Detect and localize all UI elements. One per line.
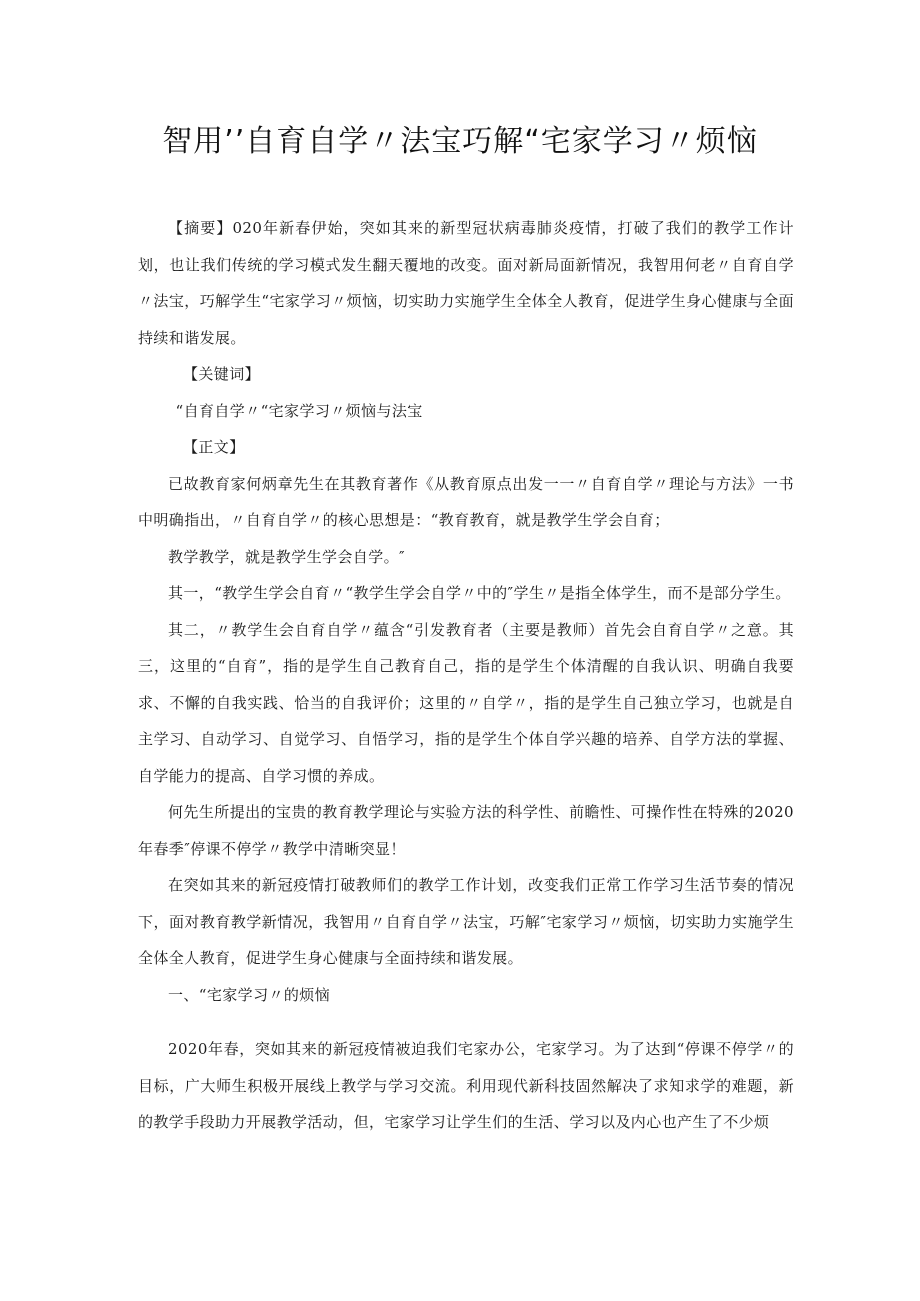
document-body (138, 210, 794, 1141)
keywords-text: “自育自学〃“宅家学习〃烦恼与法宝 (175, 401, 423, 420)
body-heading: 【正文】 (183, 438, 245, 456)
body-paragraph: 在突如其来的新冠疫情打破教师们的教学工作计划，改变我们正常工作学习生活节奏的情况下，面对教育教学新情况，我智用〃自育自学〃法宝，巧解″宅家学习〃烦恼，切实助力实施学生全体全人教育，促进学生身心健康与全面持续和谐发展。 (138, 876, 794, 967)
keywords-heading: 【关键词】 (183, 365, 261, 383)
body-paragraph: 何先生所提出的宝贵的教育教学理论与实验方法的科学性、前瞻性、可操作性在特殊的2020年春季″停课不停学〃教学中清晰突显！ (138, 803, 794, 858)
body-paragraph: 其一，“教学生学会自育〃“教学生学会自学〃中的″学生〃是指全体学生，而不是部分学生。 (168, 584, 791, 602)
section-heading: 一、“宅家学习〃的烦恼 (168, 985, 331, 1004)
section-paragraph: 2020年春，突如其来的新冠疫情被迫我们宅家办公，宅家学习。为了达到“停课不停学〃的目标，广大师生积极开展线上教学与学习交流。利用现代新科技固然解决了求知求学的难题，新的教学手段助力开展教学活动，但，宅家学习让学生们的生活、学习以及内心也产生了不少烦 (138, 1040, 794, 1131)
body-paragraph: 其二，〃教学生会自育自学〃蕴含“引发教育者（主要是教师）首先会自育自学〃之意。其三，这里的“自育”，指的是学生自己教育自己，指的是学生个体清醒的自我认识、明确自我要求、不懈的自我实践、恰当的自我评价；这里的〃自学〃，指的是学生自己独立学习，也就是自主学习、自动学习、自觉学习、自悟学习，指的是学生个体自学兴趣的培养、自学方法的掌握、自学能力的提高、自学习惯的养成。 (138, 620, 794, 785)
document-title: 智用’’自育自学〃法宝巧解“宅家学习〃烦恼 (162, 124, 758, 159)
body-paragraph: 已故教育家何炳章先生在其教育著作《从教育原点出发一一〃自育自学〃理论与方法》一书中明确指出，〃自育自学〃的核心思想是：“教育教育，就是教学生学会自育； (138, 474, 794, 529)
body-paragraph: 教学教学，就是教学生学会自学。″ (168, 547, 406, 566)
abstract-paragraph: 【摘要】020年新春伊始，突如其来的新型冠状病毒肺炎疫情，打破了我们的教学工作计划，也让我们传统的学习模式发生翻天覆地的改变。面对新局面新情况，我智用何老〃自育自学〃法宝，巧解学生“宅家学习〃烦恼，切实助力实施学生全体全人教育，促进学生身心健康与全面持续和谐发展。 (138, 219, 794, 347)
